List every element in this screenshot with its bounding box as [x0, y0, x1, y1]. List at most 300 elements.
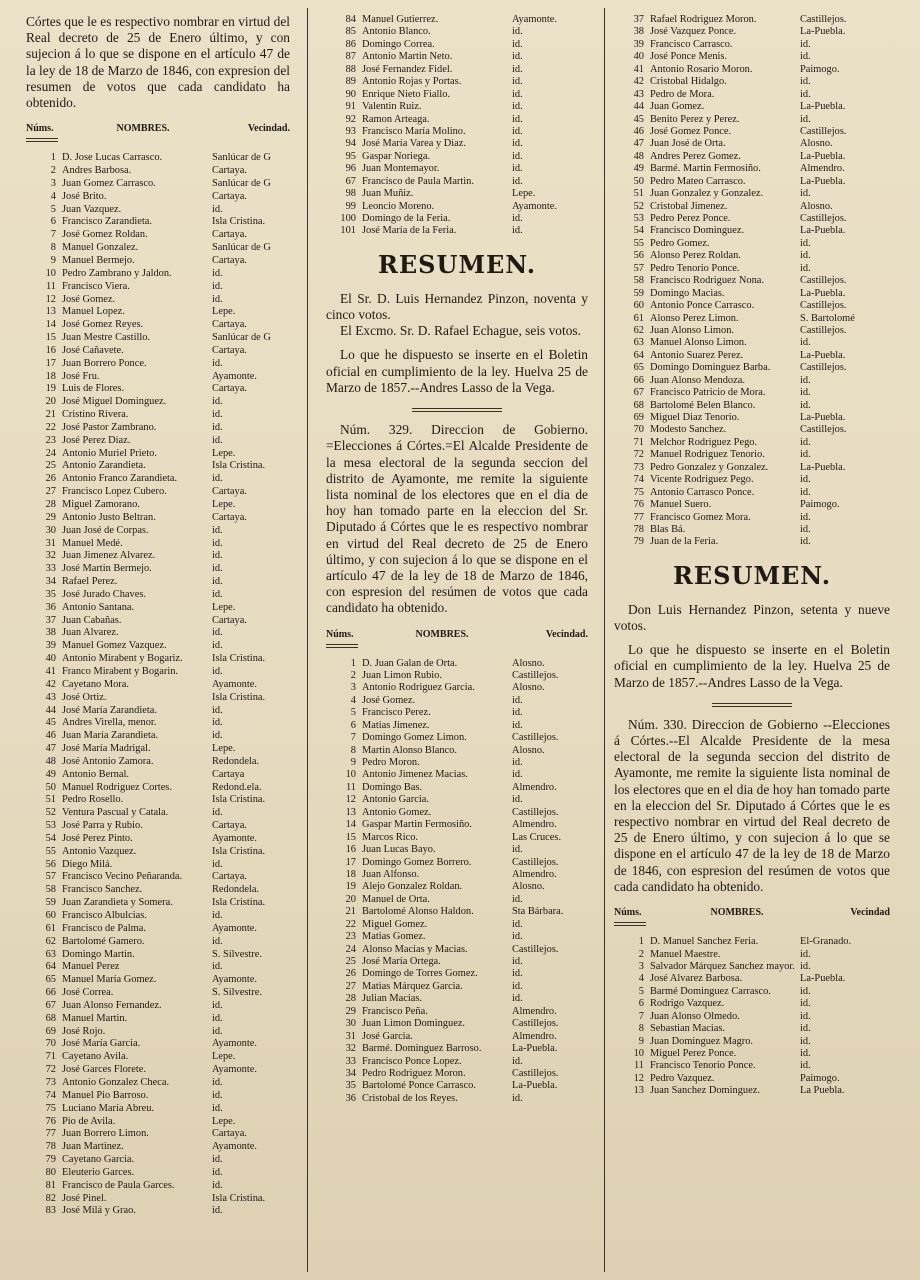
elector-row [614, 263, 890, 275]
elector-row [26, 936, 290, 949]
elector-number: 82 [45, 1192, 56, 1204]
elector-row [326, 114, 588, 126]
elector-name: Antonio Bernal. [62, 768, 129, 780]
elector-name: Franco Mirabent y Bogarin. [62, 665, 179, 677]
elector-name: Juan Vazquez. [62, 203, 122, 215]
elector-vecindad: id. [212, 961, 223, 973]
elector-vecindad: id. [512, 757, 523, 769]
elector-name: José Pinel. [62, 1192, 107, 1204]
elector-vecindad: Alosno. [800, 138, 833, 150]
elector-number: 12 [45, 293, 56, 305]
elector-vecindad: Paimogo. [800, 63, 840, 75]
elector-row [326, 188, 588, 200]
elector-name: Juan Cabañas. [62, 614, 122, 626]
elector-number: 39 [45, 640, 56, 652]
elector-row [26, 152, 290, 165]
elector-vecindad: Castillejos. [800, 300, 847, 312]
elector-vecindad: id. [800, 387, 811, 399]
elector-vecindad: id. [800, 337, 811, 349]
elector-vecindad: Castillejos. [800, 324, 847, 336]
elector-number: 44 [633, 101, 644, 113]
elector-vecindad: Isla Cristina. [212, 653, 266, 665]
elector-name: Juan Dominguez Magro. [650, 1035, 754, 1047]
elector-vecindad: Cartaya. [212, 871, 247, 883]
elector-row [26, 191, 290, 204]
elector-name: Alonso Perez Roldan. [650, 250, 741, 262]
elector-name: Bartolomé Ponce Carrasco. [362, 1080, 476, 1092]
elector-name: Francisco Dominguez. [650, 225, 745, 237]
elector-name: Pedro Mateo Carrasco. [650, 175, 746, 187]
elector-row [614, 26, 890, 38]
elector-vecindad: Ayamonte. [212, 1038, 257, 1050]
elector-vecindad: id. [512, 931, 523, 943]
elector-name: Francisco de Paula Garces. [62, 1179, 175, 1191]
elector-vecindad: Castillejos. [512, 1067, 559, 1079]
elector-row [26, 717, 290, 730]
elector-row [614, 163, 890, 175]
elector-name: José Pastor Zambrano. [62, 421, 157, 433]
elector-name: Pedro Gonzalez y Gonzalez. [650, 461, 769, 473]
elector-name: José Garcia. [362, 1030, 413, 1042]
elector-number: 14 [45, 319, 56, 331]
elector-number: 71 [633, 436, 644, 448]
elector-number: 8 [350, 744, 356, 756]
elector-name: Diego Milá. [62, 858, 113, 870]
elector-name: Blas Bá. [650, 523, 686, 535]
column-3 [614, 14, 890, 1098]
elector-row [614, 1036, 890, 1048]
elector-name: Ramon Arteaga. [362, 113, 430, 125]
elector-name: José Ponce Menis. [650, 51, 728, 63]
elector-row [26, 512, 290, 525]
elector-number: 29 [345, 1005, 356, 1017]
elector-vecindad: id. [212, 999, 223, 1011]
elector-number: 25 [45, 460, 56, 472]
elector-name: Luis de Flores. [62, 383, 125, 395]
resumen-title: RESUMEN. [377, 249, 537, 279]
elector-name: Vicente Rodriguez Pego. [650, 474, 754, 486]
elector-row [326, 225, 588, 237]
elector-number: 45 [633, 113, 644, 125]
elector-row [326, 1006, 588, 1018]
elector-row [26, 627, 290, 640]
elector-row [614, 51, 890, 63]
elector-row [326, 745, 588, 757]
elector-vecindad: Castillejos. [512, 732, 559, 744]
elector-name: Gaspar Noriega. [362, 150, 431, 162]
elector-number: 23 [45, 434, 56, 446]
elector-vecindad: id. [512, 893, 523, 905]
elector-row [26, 1154, 290, 1167]
elector-row [26, 615, 290, 628]
elector-name: Domingo Macias. [650, 287, 725, 299]
elector-row [326, 844, 588, 856]
elector-vecindad: S. Bartolomé [800, 312, 855, 324]
elector-row [326, 89, 588, 101]
elector-name: Francisco Ponce Lopez. [362, 1055, 462, 1067]
elector-name: Domingo Bas. [362, 781, 423, 793]
decree-paragraph: Núm. 330. Direccion de Gobierno --Elecciones á Córtes.--El Alcalde Presidente de la mesa electoral de la segunda seccion del distrito de Ayamonte, me remite la siguiente lista nominal de los electores que en el dia de hoy han tomado parte en la eleccion del Sr. Diputado á Córtes que le es respectivo nombrar en virtud del Real decreto de 25 de Enero último, y con sujecion á lo que se dispone en el artículo 47 de la ley de 18 de Marzo de 1846, con espresion del resúmen de votos que cada candidato ha obtenido. [614, 716, 890, 894]
elector-row [326, 732, 588, 744]
resumen-line: El Sr. D. Luis Hernandez Pinzon, noventa y cinco votos. [326, 290, 588, 323]
elector-row [326, 76, 588, 88]
elector-name: Antonio Rodriguez Garcia. [362, 682, 475, 694]
elector-row [326, 163, 588, 175]
elector-row [614, 288, 890, 300]
elector-number: 24 [345, 943, 356, 955]
elector-name: Domingo Correa. [362, 38, 435, 50]
elector-row [26, 640, 290, 653]
elector-row [26, 1180, 290, 1193]
elector-vecindad: Almendro. [512, 819, 557, 831]
elector-name: José Jurado Chaves. [62, 588, 146, 600]
elector-number: 28 [345, 993, 356, 1005]
closing-paragraph: Lo que he dispuesto se inserte en el Boletin oficial en cumplimiento de la ley. Huelva 25 de Marzo de 1857.--Andres Lasso de la Vega. [614, 642, 890, 690]
elector-number: 51 [45, 794, 56, 806]
elector-name: Pedro Vazquez. [650, 1072, 715, 1084]
header-rule [614, 922, 646, 926]
elector-number: 56 [45, 858, 56, 870]
elector-row [326, 1068, 588, 1080]
elector-name: José Vazquez Ponce. [650, 26, 737, 38]
elector-vecindad: id. [212, 396, 223, 408]
elector-row [614, 325, 890, 337]
elector-row [326, 126, 588, 138]
elector-row [614, 1060, 890, 1072]
elector-number: 15 [345, 831, 356, 843]
elector-name: Cayetano Garcia. [62, 1154, 135, 1166]
elector-vecindad: Ayamonte. [212, 1141, 257, 1153]
elector-number: 72 [633, 449, 644, 461]
elector-row [26, 923, 290, 936]
resumen-title: RESUMEN. [672, 560, 832, 590]
elector-row [326, 832, 588, 844]
elector-vecindad: Sanlúcar de G [212, 332, 271, 344]
elector-vecindad: Castillejos. [800, 424, 847, 436]
elector-number: 21 [345, 906, 356, 918]
elector-number: 53 [633, 213, 644, 224]
elector-name: José Perez Diaz. [62, 434, 131, 446]
elector-name: D. Jose Lucas Carrasco. [62, 152, 163, 164]
elector-row [26, 216, 290, 229]
elector-vecindad: id. [800, 449, 811, 461]
elector-name: José Martin Bermejo. [62, 563, 152, 575]
elector-row [614, 138, 890, 150]
elector-name: Juan Borrero Limon. [62, 1128, 149, 1140]
elector-vecindad: Alosno. [512, 881, 545, 893]
elector-vecindad: La-Puebla. [800, 349, 846, 361]
elector-number: 9 [638, 1035, 644, 1047]
elector-number: 30 [345, 1018, 356, 1030]
elector-vecindad: Alosno. [512, 657, 545, 669]
elector-vecindad: id. [800, 237, 811, 249]
elector-row [26, 705, 290, 718]
elector-name: Francisco de Palma. [62, 922, 146, 934]
elector-name: Gaspar Martin Fermosiño. [362, 819, 472, 831]
elector-vecindad: Castillejos. [800, 213, 847, 224]
elector-row [614, 499, 890, 511]
elector-vecindad: id. [512, 980, 523, 992]
elector-number: 23 [345, 931, 356, 943]
elector-number: 84 [345, 14, 356, 25]
elector-name: Juan Mestre Castillo. [62, 332, 151, 344]
elector-number: 5 [638, 985, 644, 997]
elector-name: José María Zarandieta. [62, 704, 157, 716]
elector-name: Antonio Rosario Moron. [650, 63, 753, 75]
elector-row [326, 138, 588, 150]
elector-vecindad: id. [800, 1035, 811, 1047]
elector-row [26, 1064, 290, 1077]
elector-vecindad: Cartaya [212, 768, 245, 780]
elector-vecindad: id. [212, 1154, 223, 1166]
elector-row [614, 424, 890, 436]
elector-row [614, 201, 890, 213]
elector-row [614, 1023, 890, 1035]
elector-number: 25 [345, 956, 356, 968]
elector-name: Juan José de Corpas. [62, 524, 149, 536]
elector-row [614, 1011, 890, 1023]
elector-vecindad: id. [212, 1166, 223, 1178]
elector-row [614, 986, 890, 998]
elector-number: 85 [345, 26, 356, 38]
elector-vecindad: El-Granado. [800, 936, 852, 948]
elector-row [26, 538, 290, 551]
elector-number: 69 [45, 1025, 56, 1037]
elector-vecindad: id. [512, 918, 523, 930]
header-num: Núms. [326, 628, 354, 640]
elector-name: Manuel Rodriguez Cortes. [62, 781, 172, 793]
elector-row [326, 26, 588, 38]
elector-vecindad: id. [800, 536, 811, 548]
elector-name: Manuel Pio Barroso. [62, 1089, 149, 1101]
elector-name: Eleuterio Garces. [62, 1166, 135, 1178]
elector-number: 87 [345, 51, 356, 63]
elector-row [26, 409, 290, 422]
elector-row [614, 1048, 890, 1060]
elector-name: Juan de la Feria. [650, 536, 719, 548]
elector-row [614, 437, 890, 449]
elector-vecindad: id. [512, 63, 523, 75]
elector-name: Francisco Patricio de Mora. [650, 387, 766, 399]
elector-number: 52 [633, 200, 644, 212]
elector-row [26, 782, 290, 795]
elector-vecindad: Ayamonte. [212, 1064, 257, 1076]
elector-row [26, 550, 290, 563]
elector-name: José María Ortega. [362, 956, 441, 968]
elector-vecindad: id. [512, 163, 523, 175]
elector-number: 17 [345, 856, 356, 868]
elector-number: 32 [45, 550, 56, 562]
elector-row [614, 151, 890, 163]
elector-name: Juan José de Orta. [650, 138, 726, 150]
elector-row [326, 1043, 588, 1055]
elector-vecindad: id. [512, 694, 523, 706]
elector-vecindad: id. [512, 101, 523, 113]
elector-list [326, 658, 588, 1106]
elector-number: 37 [633, 14, 644, 25]
elector-number: 29 [45, 511, 56, 523]
elector-name: Francisco María Molino. [362, 125, 466, 137]
elector-name: Juan Jimenez Alvarez. [62, 550, 156, 562]
elector-vecindad: La-Puebla. [800, 225, 846, 237]
elector-number: 61 [633, 312, 644, 324]
elector-name: Julian Macias. [362, 993, 423, 1005]
elector-vecindad: id. [512, 38, 523, 50]
elector-number: 77 [45, 1128, 56, 1140]
elector-vecindad: Castillejos. [800, 275, 847, 287]
elector-name: José Rojo. [62, 1025, 106, 1037]
elector-row [26, 422, 290, 435]
elector-row [26, 653, 290, 666]
elector-name: Andres Perez Gomez. [650, 150, 741, 162]
elector-name: Juan Lucas Bayo. [362, 844, 436, 856]
elector-vecindad: id. [212, 1012, 223, 1024]
elector-number: 3 [638, 960, 644, 972]
elector-row [326, 14, 588, 26]
elector-vecindad: id. [212, 1179, 223, 1191]
elector-vecindad: Cartaya. [212, 820, 247, 832]
elector-number: 43 [633, 88, 644, 100]
elector-vecindad: id. [512, 1092, 523, 1104]
elector-row [26, 1090, 290, 1103]
elector-name: Juan María Zarandieta. [62, 730, 159, 742]
elector-vecindad: id. [212, 640, 223, 652]
elector-row [614, 412, 890, 424]
elector-number: 66 [45, 987, 56, 999]
list-header [26, 123, 290, 134]
elector-vecindad: id. [512, 794, 523, 806]
elector-row [326, 807, 588, 819]
elector-row [26, 974, 290, 987]
elector-number: 83 [45, 1205, 56, 1217]
elector-vecindad: id. [212, 730, 223, 742]
elector-row [26, 1077, 290, 1090]
elector-number: 4 [638, 973, 644, 985]
elector-row [26, 743, 290, 756]
elector-name: Francisco Peña. [362, 1005, 428, 1017]
elector-number: 40 [45, 653, 56, 665]
elector-name: Manuel Maestre. [650, 948, 721, 960]
elector-name: Francisco Lopez Cubero. [62, 486, 167, 498]
elector-number: 77 [633, 511, 644, 523]
elector-row [326, 894, 588, 906]
elector-row [614, 1085, 890, 1097]
elector-number: 45 [45, 717, 56, 729]
elector-row [26, 1205, 290, 1218]
elector-number: 51 [633, 188, 644, 200]
elector-vecindad: Ayamonte. [212, 832, 257, 844]
elector-name: Juan Montemayor. [362, 163, 440, 175]
elector-vecindad: id. [512, 125, 523, 137]
elector-vecindad: id. [512, 150, 523, 162]
elector-vecindad: id. [512, 113, 523, 125]
elector-number: 53 [45, 820, 56, 832]
elector-name: José Miguel Dominguez. [62, 396, 167, 408]
elector-number: 65 [45, 974, 56, 986]
elector-vecindad: Paimogo. [800, 1072, 840, 1084]
elector-row [326, 39, 588, 51]
elector-number: 7 [638, 1010, 644, 1022]
elector-row [326, 968, 588, 980]
elector-row [326, 101, 588, 113]
elector-vecindad: id. [512, 844, 523, 856]
elector-number: 54 [633, 225, 644, 237]
elector-row [26, 897, 290, 910]
elector-name: Domingo Gomez Borrero. [362, 856, 472, 868]
elector-name: Francisco Rodriguez Nona. [650, 275, 764, 287]
elector-number: 92 [345, 113, 356, 125]
elector-number: 73 [45, 1076, 56, 1088]
elector-number: 90 [345, 88, 356, 100]
elector-vecindad: id. [212, 665, 223, 677]
elector-vecindad: Ayamonte. [212, 922, 257, 934]
elector-row [26, 473, 290, 486]
elector-name: Antonio Martin Neto. [362, 51, 453, 63]
elector-name: Juan Alonso Limon. [650, 324, 734, 336]
elector-row [326, 881, 588, 893]
elector-list [614, 936, 890, 1098]
elector-name: Alonso Perez Limon. [650, 312, 739, 324]
elector-number: 13 [633, 1085, 644, 1097]
elector-name: Antonio Vazquez. [62, 845, 137, 857]
elector-vecindad: Redondela. [212, 755, 260, 767]
elector-list [614, 14, 890, 549]
elector-row [26, 319, 290, 332]
elector-name: Manuel Perez [62, 961, 120, 973]
elector-name: Antonio Mirabent y Bogariz. [62, 653, 183, 665]
elector-row [326, 720, 588, 732]
header-nombres: NOMBRES. [415, 628, 469, 640]
elector-vecindad: Paimogo. [800, 499, 840, 511]
elector-row [26, 1000, 290, 1013]
elector-vecindad: id. [800, 262, 811, 274]
elector-name: Antonio Jimenez Macias. [362, 769, 468, 781]
elector-number: 65 [633, 362, 644, 374]
elector-number: 41 [45, 665, 56, 677]
elector-vecindad: id. [800, 188, 811, 200]
elector-name: Juan Alfonso. [362, 868, 420, 880]
elector-row [26, 371, 290, 384]
elector-row [26, 961, 290, 974]
elector-name: Antonio Zarandieta. [62, 460, 146, 472]
elector-row [614, 76, 890, 88]
elector-number: 93 [345, 125, 356, 137]
elector-vecindad: id. [212, 588, 223, 600]
elector-row [614, 524, 890, 536]
elector-number: 78 [633, 523, 644, 535]
elector-name: Juan Gomez Carrasco. [62, 177, 156, 189]
elector-row [326, 658, 588, 670]
elector-vecindad: Alosno. [512, 682, 545, 694]
elector-number: 16 [345, 844, 356, 856]
elector-row [26, 165, 290, 178]
elector-number: 22 [45, 421, 56, 433]
elector-row [26, 1051, 290, 1064]
elector-number: 49 [633, 163, 644, 175]
elector-name: Cristobal Jimenez. [650, 200, 728, 212]
elector-vecindad: La-Puebla. [800, 175, 846, 187]
elector-name: Juan Borrero Ponce. [62, 357, 147, 369]
elector-number: 76 [633, 499, 644, 511]
elector-row [614, 375, 890, 387]
elector-vecindad: Lepe. [212, 447, 236, 459]
elector-row [614, 89, 890, 101]
elector-row [326, 213, 588, 225]
elector-vecindad: Castillejos. [512, 669, 559, 681]
elector-name: Antonio Santana. [62, 601, 135, 613]
elector-vecindad: id. [212, 357, 223, 369]
elector-name: José Brito. [62, 190, 107, 202]
